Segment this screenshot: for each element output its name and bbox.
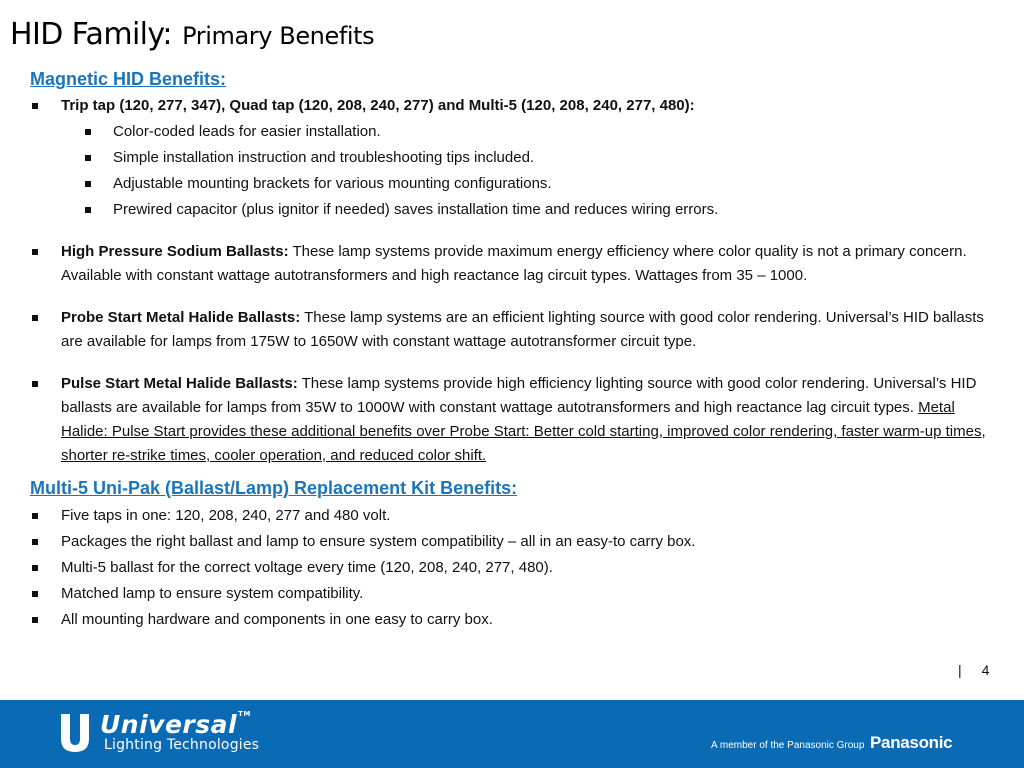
feature-text: Adjustable mounting brackets for various mounting configurations. — [113, 175, 552, 192]
square-bullet-icon — [32, 249, 38, 255]
member-text: A member of the Panasonic Group — [711, 740, 865, 751]
benefit-text: Matched lamp to ensure system compatibility. — [61, 585, 364, 602]
list-item — [30, 607, 1000, 633]
list-item — [30, 372, 1000, 468]
list-item — [30, 503, 1000, 529]
list-item — [30, 197, 1000, 223]
square-bullet-icon — [85, 155, 91, 161]
feature-text: Prewired capacitor (plus ignitor if needed) saves installation time and reduces wiring errors. — [113, 201, 719, 218]
benefit-text: Multi-5 ballast for the correct voltage every time (120, 208, 240, 277, 480). — [61, 559, 553, 576]
list-item — [30, 581, 1000, 607]
square-bullet-icon — [32, 381, 38, 387]
list-item — [30, 93, 1000, 223]
pulse-start-underlined-note: Metal Halide: Pulse Start provides these additional benefits over Probe Start: Better cold starting, improved color rendering, faster warm-up times, shorter re-strike times, cooler operation, and reduced color shift. — [61, 399, 986, 464]
list-item — [30, 555, 1000, 581]
footer-bar — [0, 700, 1024, 768]
slide-title — [10, 14, 374, 52]
slide-title-main: HID Family: — [10, 17, 172, 52]
list-item — [30, 306, 1000, 354]
brand-name-text: Universal — [100, 710, 238, 739]
probe-start-text: These lamp systems are an efficient lighting source with good color rendering. Universal’s HID ballasts are available for lamps from 175W to 1650W with constant wattage autotransformer circuit type. — [61, 309, 984, 350]
square-bullet-icon — [32, 591, 38, 597]
kit-benefits-list — [30, 503, 1000, 633]
list-item — [30, 171, 1000, 197]
square-bullet-icon — [32, 103, 38, 109]
list-item — [30, 240, 1000, 288]
tap-options-intro: Trip tap (120, 277, 347), Quad tap (120, 208, 240, 277) and Multi-5 (120, 208, 240, 277, 480): — [61, 97, 695, 114]
universal-logo-icon — [58, 712, 92, 754]
benefit-text: All mounting hardware and components in one easy to carry box. — [61, 611, 493, 628]
list-item — [30, 529, 1000, 555]
probe-start-label: Probe Start Metal Halide Ballasts: — [61, 309, 301, 326]
pulse-start-label: Pulse Start Metal Halide Ballasts: — [61, 375, 298, 392]
square-bullet-icon — [85, 181, 91, 187]
brand-name — [100, 710, 251, 739]
list-item — [30, 145, 1000, 171]
square-bullet-icon — [32, 315, 38, 321]
magnetic-hid-heading: Magnetic HID Benefits: — [30, 69, 227, 89]
square-bullet-icon — [32, 513, 38, 519]
brand-subtitle: Lighting Technologies — [104, 737, 260, 753]
benefit-text: Five taps in one: 120, 208, 240, 277 and 480 volt. — [61, 507, 391, 524]
ballast-types-list — [30, 240, 1000, 468]
tap-options-list — [30, 93, 1000, 223]
square-bullet-icon — [85, 129, 91, 135]
page-separator: | — [958, 662, 962, 678]
benefit-text: Packages the right ballast and lamp to ensure system compatibility – all in an easy-to carry box. — [61, 533, 696, 550]
square-bullet-icon — [85, 207, 91, 213]
feature-text: Simple installation instruction and troubleshooting tips included. — [113, 149, 535, 166]
feature-text: Color-coded leads for easier installation. — [113, 123, 381, 140]
slide-title-sub: Primary Benefits — [182, 22, 375, 50]
multi5-heading: Multi-5 Uni-Pak (Ballast/Lamp) Replacement Kit Benefits: — [30, 478, 518, 498]
panasonic-logo: Panasonic — [870, 733, 953, 752]
brand-tm: TM — [238, 710, 251, 718]
tap-features-list — [61, 119, 1000, 223]
square-bullet-icon — [32, 565, 38, 571]
hps-label: High Pressure Sodium Ballasts: — [61, 243, 289, 260]
hps-text: These lamp systems provide maximum energy efficiency where color quality is not a primary concern. Available with constant wattage autotransformers and high reactance lag circuit types. Wattages from 35 – 1000. — [61, 243, 967, 284]
pulse-start-text: These lamp systems provide high efficiency lighting source with good color rendering. Universal’s HID ballasts are available for lamps from 35W to 1000W with constant wattage autotransformers and high reactance lag circuit types. — [61, 375, 977, 416]
square-bullet-icon — [32, 539, 38, 545]
slide-content — [30, 66, 1000, 633]
list-item — [30, 119, 1000, 145]
page-number — [958, 662, 989, 678]
page-number-value: 4 — [981, 662, 990, 678]
square-bullet-icon — [32, 617, 38, 623]
